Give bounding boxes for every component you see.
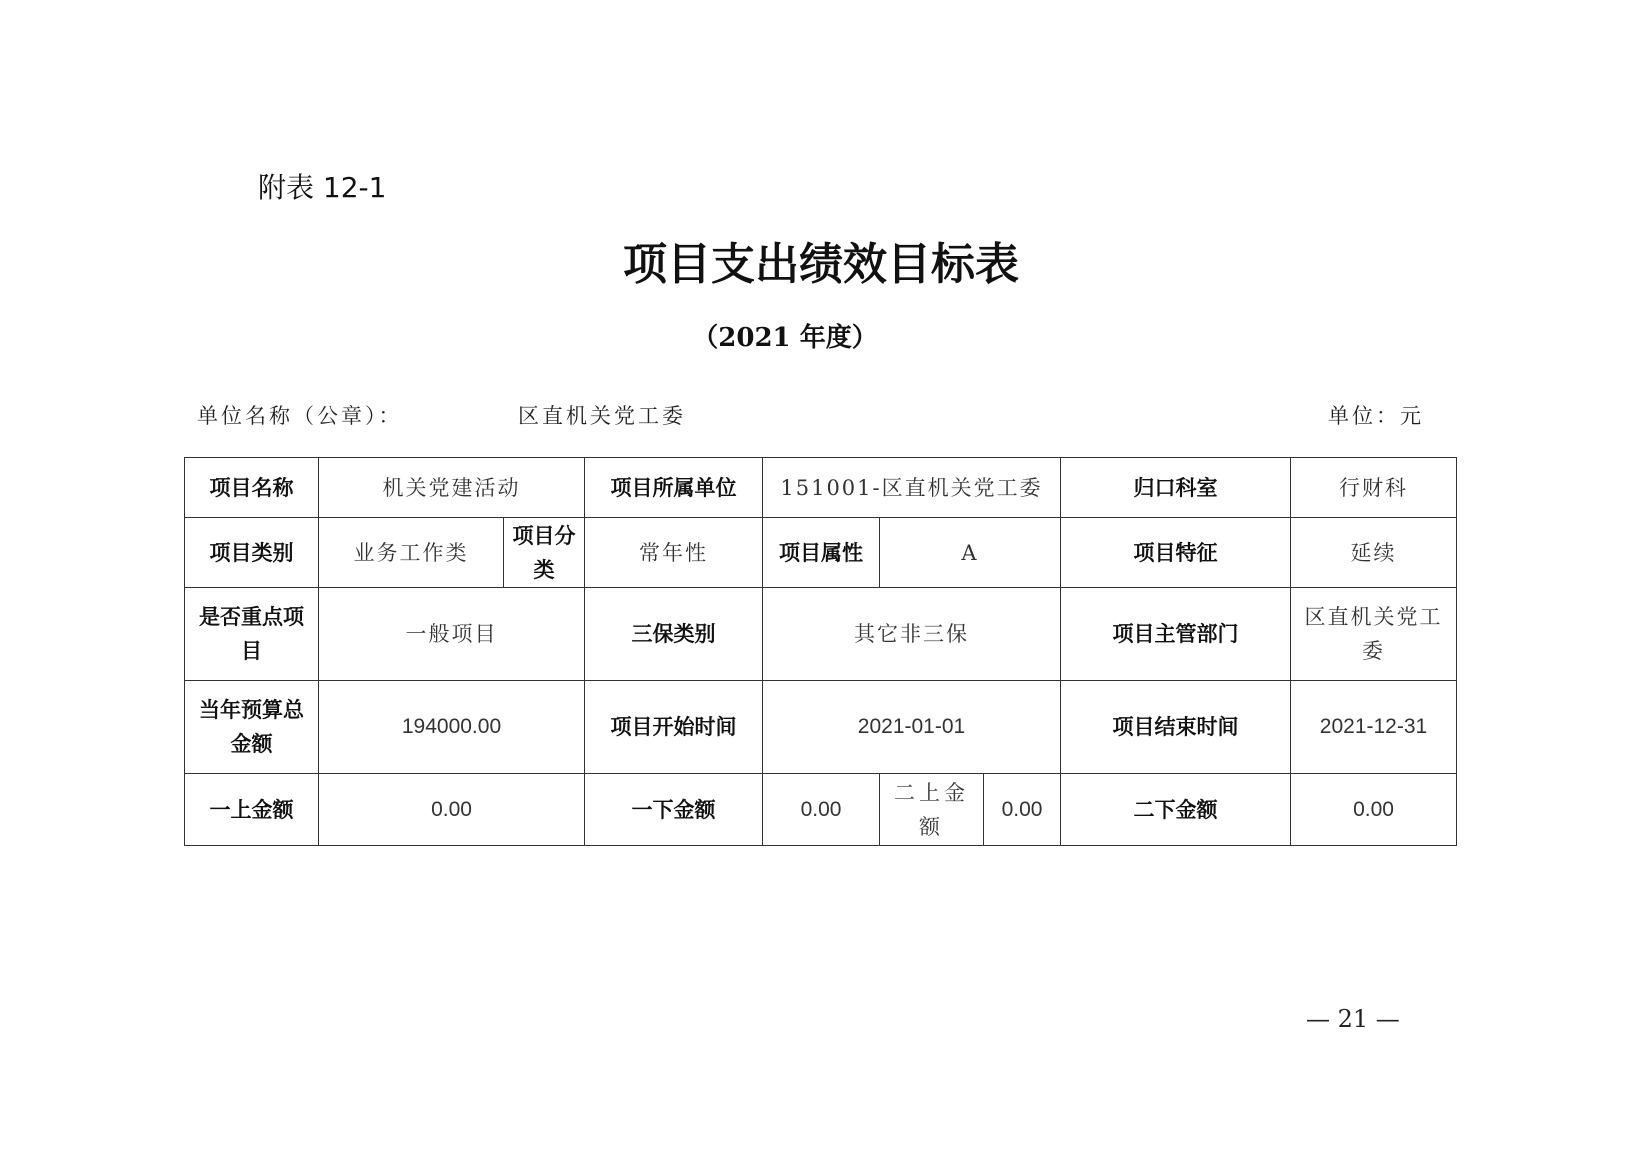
budget-label: 当年预算总金额 [185, 681, 319, 774]
office-value: 行财科 [1291, 458, 1457, 518]
fiscal-year-text: （2021 年度） [692, 323, 878, 353]
feature-label: 项目特征 [1061, 518, 1291, 588]
classification-label: 项目分类 [504, 518, 585, 588]
table-row [185, 588, 1457, 681]
dept-value: 区直机关党工委 [1291, 588, 1457, 681]
project-name-label: 项目名称 [185, 458, 319, 518]
three-guarantee-value: 其它非三保 [763, 588, 1061, 681]
key-project-value: 一般项目 [319, 588, 585, 681]
fiscal-year [0, 317, 1650, 354]
first-up-value: 0.00 [319, 774, 585, 846]
category-value: 业务工作类 [319, 518, 504, 588]
first-down-value: 0.00 [763, 774, 880, 846]
table-row [185, 458, 1457, 518]
appendix-label: 附表 12-1 [258, 171, 387, 204]
first-down-label: 一下金额 [585, 774, 763, 846]
category-label: 项目类别 [185, 518, 319, 588]
attribute-value: A [880, 518, 1061, 588]
currency-unit: 单位：元 [1328, 404, 1424, 428]
second-up-value: 0.00 [984, 774, 1061, 846]
page-title-text: 项目支出绩效目标表 [623, 239, 1019, 290]
second-up-label: 二上金额 [880, 774, 984, 846]
feature-value: 延续 [1291, 518, 1457, 588]
three-guarantee-label: 三保类别 [585, 588, 763, 681]
owning-unit-label: 项目所属单位 [585, 458, 763, 518]
page-title [0, 228, 1650, 292]
end-date-label: 项目结束时间 [1061, 681, 1291, 774]
table-row [185, 681, 1457, 774]
office-label: 归口科室 [1061, 458, 1291, 518]
start-date-value: 2021-01-01 [763, 681, 1061, 774]
unit-name-label: 单位名称（公章）： [197, 404, 403, 428]
page-number: — 21 — [1306, 1005, 1400, 1033]
unit-name-value: 区直机关党工委 [518, 404, 686, 428]
project-name-value: 机关党建活动 [319, 458, 585, 518]
table-row [185, 774, 1457, 846]
performance-target-table [184, 457, 1457, 846]
owning-unit-value: 151001-区直机关党工委 [763, 458, 1061, 518]
classification-value: 常年性 [585, 518, 763, 588]
end-date-value: 2021-12-31 [1291, 681, 1457, 774]
key-project-label: 是否重点项目 [185, 588, 319, 681]
second-down-value: 0.00 [1291, 774, 1457, 846]
attribute-label: 项目属性 [763, 518, 880, 588]
first-up-label: 一上金额 [185, 774, 319, 846]
table-row [185, 518, 1457, 588]
second-down-label: 二下金额 [1061, 774, 1291, 846]
budget-value: 194000.00 [319, 681, 585, 774]
start-date-label: 项目开始时间 [585, 681, 763, 774]
dept-label: 项目主管部门 [1061, 588, 1291, 681]
